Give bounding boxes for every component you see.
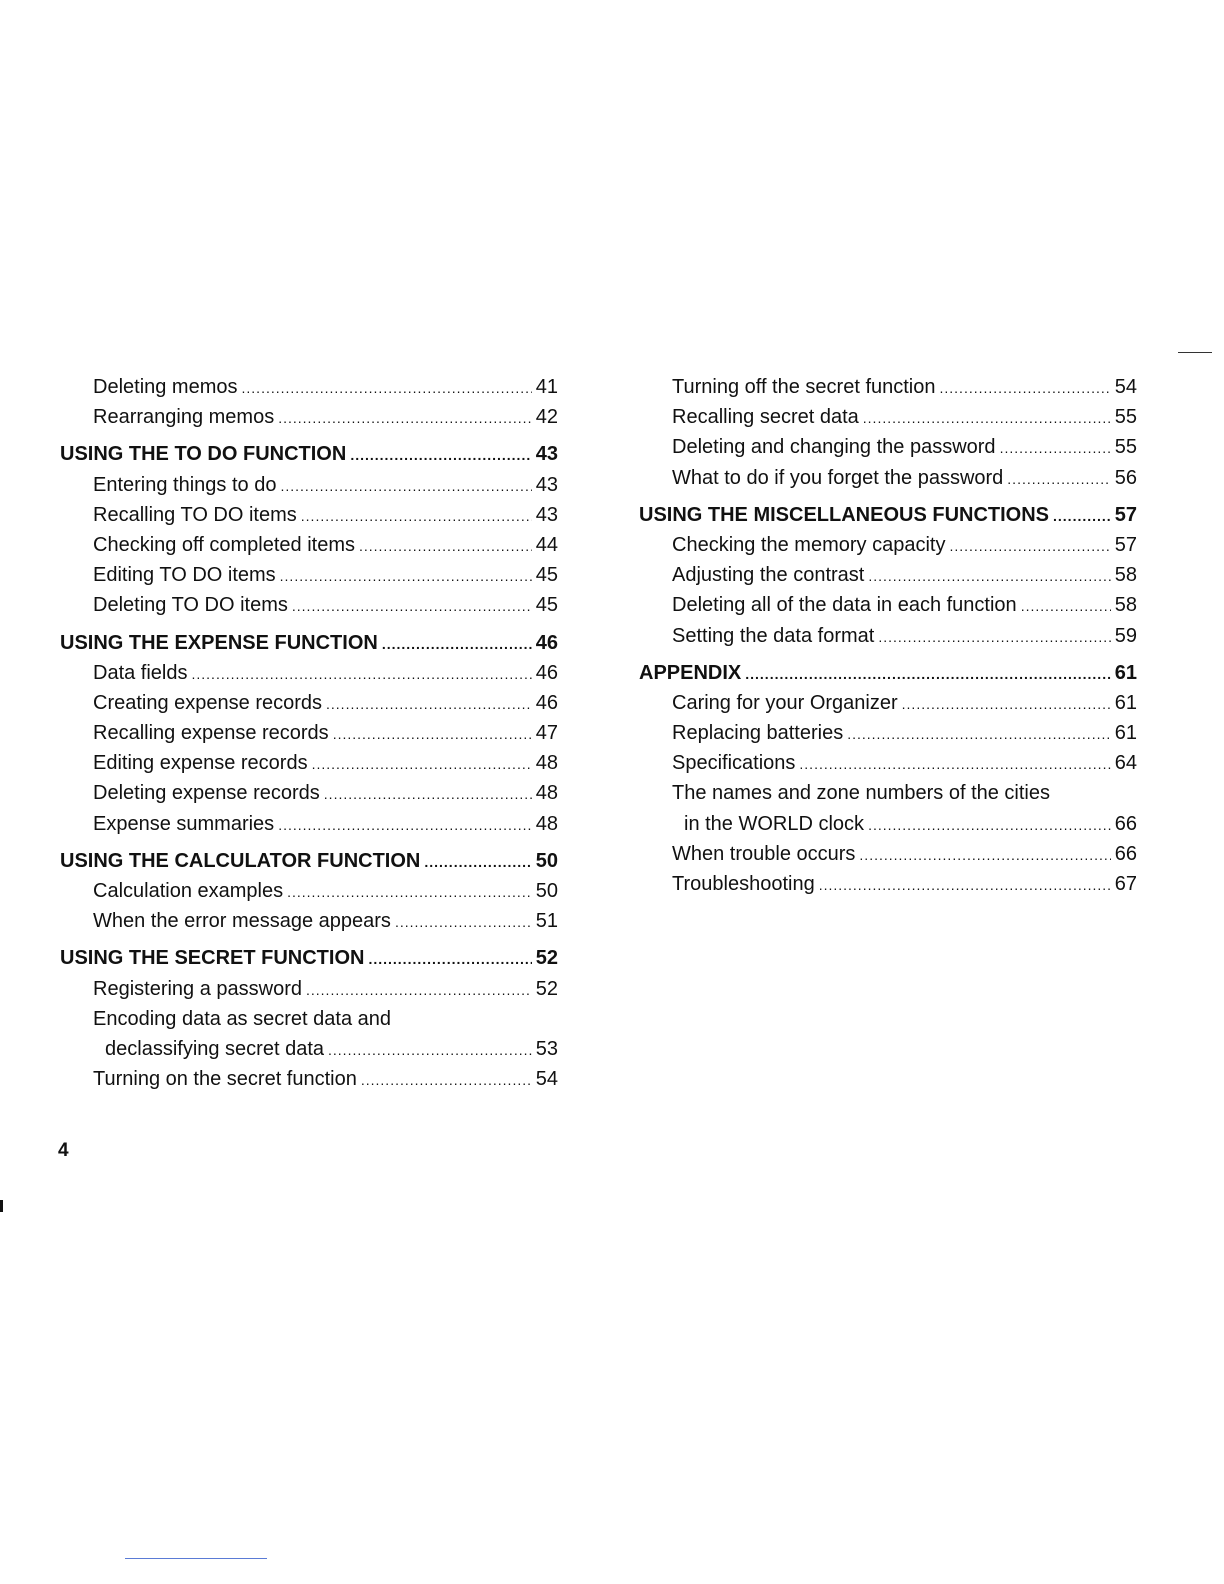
dot-leader: [1053, 501, 1111, 531]
toc-entry-title: Turning on the secret function: [93, 1068, 357, 1091]
dot-leader: [242, 373, 532, 403]
toc-entry-title: declassifying secret data: [105, 1037, 325, 1060]
toc-entry-title: APPENDIX: [639, 661, 742, 684]
toc-entry-page: 45: [535, 564, 558, 587]
toc-entry: [639, 590, 1137, 620]
toc-entry-page: 57: [1114, 503, 1137, 526]
toc-entry: [60, 718, 558, 748]
dot-leader: [799, 749, 1110, 779]
toc-entry: [60, 560, 558, 590]
toc-entry-page: 55: [1114, 406, 1137, 429]
toc-entry: [639, 463, 1137, 493]
dot-leader: [301, 501, 532, 531]
dot-leader: [306, 975, 532, 1005]
toc-entry: [639, 372, 1137, 402]
dot-leader: [863, 403, 1111, 433]
toc-section-entry: [60, 846, 558, 876]
dot-leader: [859, 840, 1110, 870]
toc-entry-title: When the error message appears: [93, 910, 391, 933]
toc-entry-page: 50: [535, 880, 558, 902]
toc-entry-title: Deleting all of the data in each function: [672, 594, 1017, 617]
toc-entry: [60, 778, 558, 808]
dot-leader: [361, 1065, 532, 1095]
toc-entry-page: 43: [535, 503, 558, 526]
toc-entry-title: Creating expense records: [93, 691, 323, 714]
toc-entry-page: 56: [1114, 466, 1137, 489]
dot-leader: [868, 810, 1111, 840]
toc-entry-page: 58: [1114, 594, 1137, 617]
dot-leader: [278, 810, 532, 840]
dot-leader: [287, 877, 532, 907]
dot-leader: [359, 531, 532, 561]
toc-entry-page: 61: [1114, 661, 1137, 684]
toc-entry: [60, 530, 558, 560]
toc-entry-page: 54: [1114, 376, 1137, 398]
toc-entry: [60, 372, 558, 402]
dot-leader: [868, 561, 1110, 591]
toc-entry-title: Registering a password: [93, 977, 302, 1000]
toc-entry: [639, 560, 1137, 590]
toc-entry-title: in the WORLD clock: [684, 812, 865, 835]
toc-entry-title: Deleting and changing the password: [672, 436, 996, 459]
page-number: 4: [58, 1140, 69, 1161]
toc-entry-page: 43: [535, 443, 558, 466]
dot-leader: [278, 403, 532, 433]
toc-entry: [60, 688, 558, 718]
dot-leader: [745, 659, 1111, 689]
toc-entry-page: 51: [535, 910, 558, 933]
toc-entry-title: Specifications: [672, 752, 796, 775]
scan-mark-bottom: [125, 1558, 267, 1559]
dot-leader: [878, 622, 1110, 652]
toc-entry-page: 54: [535, 1068, 558, 1091]
dot-leader: [1000, 433, 1111, 463]
toc-entry-page: 47: [535, 722, 558, 745]
dot-leader: [292, 591, 532, 621]
toc-entry: [60, 809, 558, 839]
toc-entry-title: Rearranging memos: [93, 406, 275, 429]
toc-entry-page: 50: [535, 849, 558, 872]
toc-entry-title: USING THE EXPENSE FUNCTION: [60, 631, 378, 654]
toc-section-entry: [639, 658, 1137, 688]
toc-left-column: [60, 372, 558, 1094]
toc-entry: [639, 530, 1137, 560]
dot-leader: [312, 749, 532, 779]
toc-entry-page: 48: [535, 782, 558, 805]
toc-entry-title: Data fields: [93, 661, 188, 684]
dot-leader: [940, 373, 1111, 403]
toc-entry-page: 48: [535, 812, 558, 835]
toc-entry-page: 43: [535, 473, 558, 496]
toc-entry-title: Replacing batteries: [672, 722, 844, 745]
toc-entry-title: Encoding data as secret data and: [93, 1007, 391, 1030]
toc-entry: [60, 470, 558, 500]
toc-entry: [639, 809, 1137, 839]
toc-entry-title: Calculation examples: [93, 880, 284, 902]
toc-section-entry: [60, 439, 558, 469]
toc-entry: [60, 748, 558, 778]
toc-entry-title: Entering things to do: [93, 473, 277, 496]
dot-leader: [368, 944, 531, 974]
dot-leader: [949, 531, 1110, 561]
toc-entry-page: 67: [1114, 873, 1137, 895]
dot-leader: [350, 440, 531, 470]
toc-entry-title: Recalling secret data: [672, 406, 859, 429]
dot-leader: [902, 689, 1111, 719]
toc-entry-title: Deleting memos: [93, 376, 238, 398]
toc-entry-title: USING THE TO DO FUNCTION: [60, 443, 347, 466]
toc-entry-title: USING THE SECRET FUNCTION: [60, 947, 365, 970]
toc-entry: [60, 500, 558, 530]
toc-entry: [60, 1034, 558, 1064]
toc-entry: [60, 906, 558, 936]
dot-leader: [280, 561, 532, 591]
dot-leader: [382, 629, 532, 659]
toc-entry: [60, 876, 558, 906]
toc-entry-title: Deleting TO DO items: [93, 594, 288, 617]
toc-entry-page: 52: [535, 947, 558, 970]
toc-entry-page: 45: [535, 594, 558, 617]
toc-entry-title: When trouble occurs: [672, 842, 856, 865]
toc-entry-title: Checking off completed items: [93, 533, 355, 556]
toc-entry-page: 52: [535, 977, 558, 1000]
toc-entry-page: 66: [1114, 842, 1137, 865]
toc-entry: [639, 432, 1137, 462]
toc-entry-page: 42: [535, 406, 558, 429]
toc-entry: [60, 590, 558, 620]
dot-leader: [328, 1035, 532, 1065]
toc-right-column: [639, 372, 1137, 899]
toc-entry-title: Troubleshooting: [672, 873, 815, 895]
toc-entry: [639, 778, 1137, 808]
toc-entry-title: What to do if you forget the password: [672, 466, 1004, 489]
dot-leader: [326, 689, 532, 719]
toc-entry-title: Setting the data format: [672, 624, 875, 647]
toc-section-entry: [639, 500, 1137, 530]
toc-entry-title: Recalling TO DO items: [93, 503, 297, 526]
toc-section-entry: [60, 628, 558, 658]
toc-entry-page: 46: [535, 691, 558, 714]
dot-leader: [1007, 464, 1110, 494]
toc-entry-title: Expense summaries: [93, 812, 275, 835]
toc-entry-page: 46: [535, 631, 558, 654]
toc-entry: [60, 402, 558, 432]
toc-entry: [60, 658, 558, 688]
scan-mark-left: [0, 1200, 3, 1212]
toc-entry-title: Recalling expense records: [93, 722, 329, 745]
toc-entry-page: 44: [535, 533, 558, 556]
toc-entry: [639, 839, 1137, 869]
scan-mark-top-right: [1178, 352, 1212, 353]
toc-entry-title: Adjusting the contrast: [672, 564, 865, 587]
toc-entry-page: 66: [1114, 812, 1137, 835]
toc-entry: [639, 748, 1137, 778]
toc-entry-title: Deleting expense records: [93, 782, 320, 805]
dot-leader: [1021, 591, 1111, 621]
toc-entry: [639, 688, 1137, 718]
toc-entry: [60, 1004, 558, 1034]
toc-entry-page: 41: [535, 376, 558, 398]
toc-entry-title: USING THE CALCULATOR FUNCTION: [60, 849, 421, 872]
dot-leader: [280, 471, 531, 501]
dot-leader: [819, 870, 1111, 900]
toc-entry-page: 58: [1114, 564, 1137, 587]
toc-entry-page: 61: [1114, 691, 1137, 714]
toc-entry: [60, 1064, 558, 1094]
toc-entry-page: 55: [1114, 436, 1137, 459]
toc-entry: [60, 974, 558, 1004]
dot-leader: [333, 719, 532, 749]
toc-entry-page: 53: [535, 1037, 558, 1060]
toc-entry: [639, 621, 1137, 651]
dot-leader: [324, 779, 532, 809]
toc-entry-title: The names and zone numbers of the cities: [672, 782, 1050, 805]
toc-entry: [639, 869, 1137, 899]
toc-entry-title: USING THE MISCELLANEOUS FUNCTIONS: [639, 503, 1050, 526]
toc-entry-page: 57: [1114, 533, 1137, 556]
dot-leader: [395, 907, 532, 937]
toc-entry-title: Editing expense records: [93, 752, 308, 775]
dot-leader: [192, 659, 532, 689]
toc-entry-title: Caring for your Organizer: [672, 691, 898, 714]
dot-leader: [847, 719, 1111, 749]
toc-entry-page: 61: [1114, 722, 1137, 745]
toc-entry-page: 59: [1114, 624, 1137, 647]
toc-entry: [639, 402, 1137, 432]
toc-entry-title: Checking the memory capacity: [672, 533, 946, 556]
dot-leader: [424, 847, 531, 877]
toc-entry-page: 46: [535, 661, 558, 684]
toc-entry-page: 48: [535, 752, 558, 775]
toc-entry-title: Turning off the secret function: [672, 376, 936, 398]
toc-entry-page: 64: [1114, 752, 1137, 775]
toc-entry: [639, 718, 1137, 748]
toc-section-entry: [60, 943, 558, 973]
toc-entry-title: Editing TO DO items: [93, 564, 276, 587]
